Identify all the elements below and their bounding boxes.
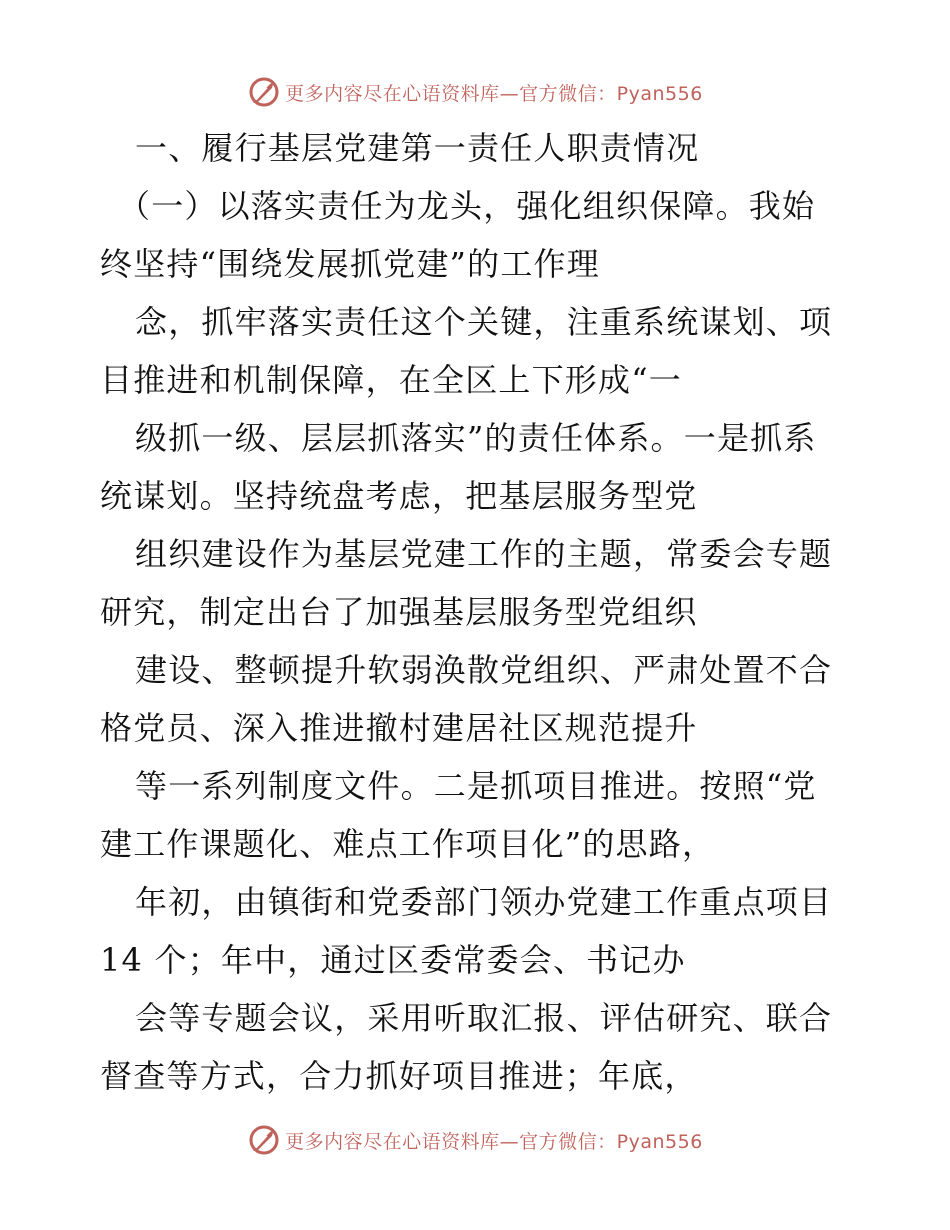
paragraph-line: 级抓一级、层层抓落实”的责任体系。一是抓系 xyxy=(135,419,817,457)
paragraph-line: 统谋划。坚持统盘考虑，把基层服务型党 xyxy=(100,477,698,515)
watermark-text: 更多内容尽在心语资料库—官方微信：Pyan556 xyxy=(285,1130,703,1153)
paragraph-line: 14 个；年中，通过区委常委会、书记办 xyxy=(100,941,686,979)
paragraph-line: 督查等方式，合力抓好项目推进；年底， xyxy=(100,1057,698,1095)
quill-pen-circle-icon xyxy=(247,75,281,109)
paragraph-line: 目推进和机制保障，在全区上下形成“一 xyxy=(100,361,682,399)
paragraph-line: 念，抓牢落实责任这个关键，注重系统谋划、项 xyxy=(135,303,833,341)
paragraph-line: 格党员、深入推进撤村建居社区规范提升 xyxy=(100,709,698,747)
footer-watermark-banner xyxy=(0,1120,950,1160)
paragraph-line: 建工作课题化、难点工作项目化”的思路， xyxy=(100,825,716,863)
quill-pen-circle-icon xyxy=(247,1123,281,1157)
paragraph-line: 等一系列制度文件。二是抓项目推进。按照“党 xyxy=(135,767,817,805)
paragraph-line: 终坚持“围绕发展抓党建”的工作理 xyxy=(100,245,600,283)
paragraph-line: 年初，由镇街和党委部门领办党建工作重点项目 xyxy=(135,883,833,921)
header-watermark-banner xyxy=(0,72,950,112)
paragraph-line: 会等专题会议，采用听取汇报、评估研究、联合 xyxy=(135,999,833,1037)
watermark-text: 更多内容尽在心语资料库—官方微信：Pyan556 xyxy=(285,82,703,105)
paragraph-line: 建设、整顿提升软弱涣散党组织、严肃处置不合 xyxy=(135,651,833,689)
paragraph-line: （一）以落实责任为龙头，强化组织保障。我始 xyxy=(118,187,816,225)
paragraph-line: 组织建设作为基层党建工作的主题，常委会专题 xyxy=(135,535,833,573)
section-heading: 一、履行基层党建第一责任人职责情况 xyxy=(135,129,700,167)
paragraph-line: 研究，制定出台了加强基层服务型党组织 xyxy=(100,593,698,631)
